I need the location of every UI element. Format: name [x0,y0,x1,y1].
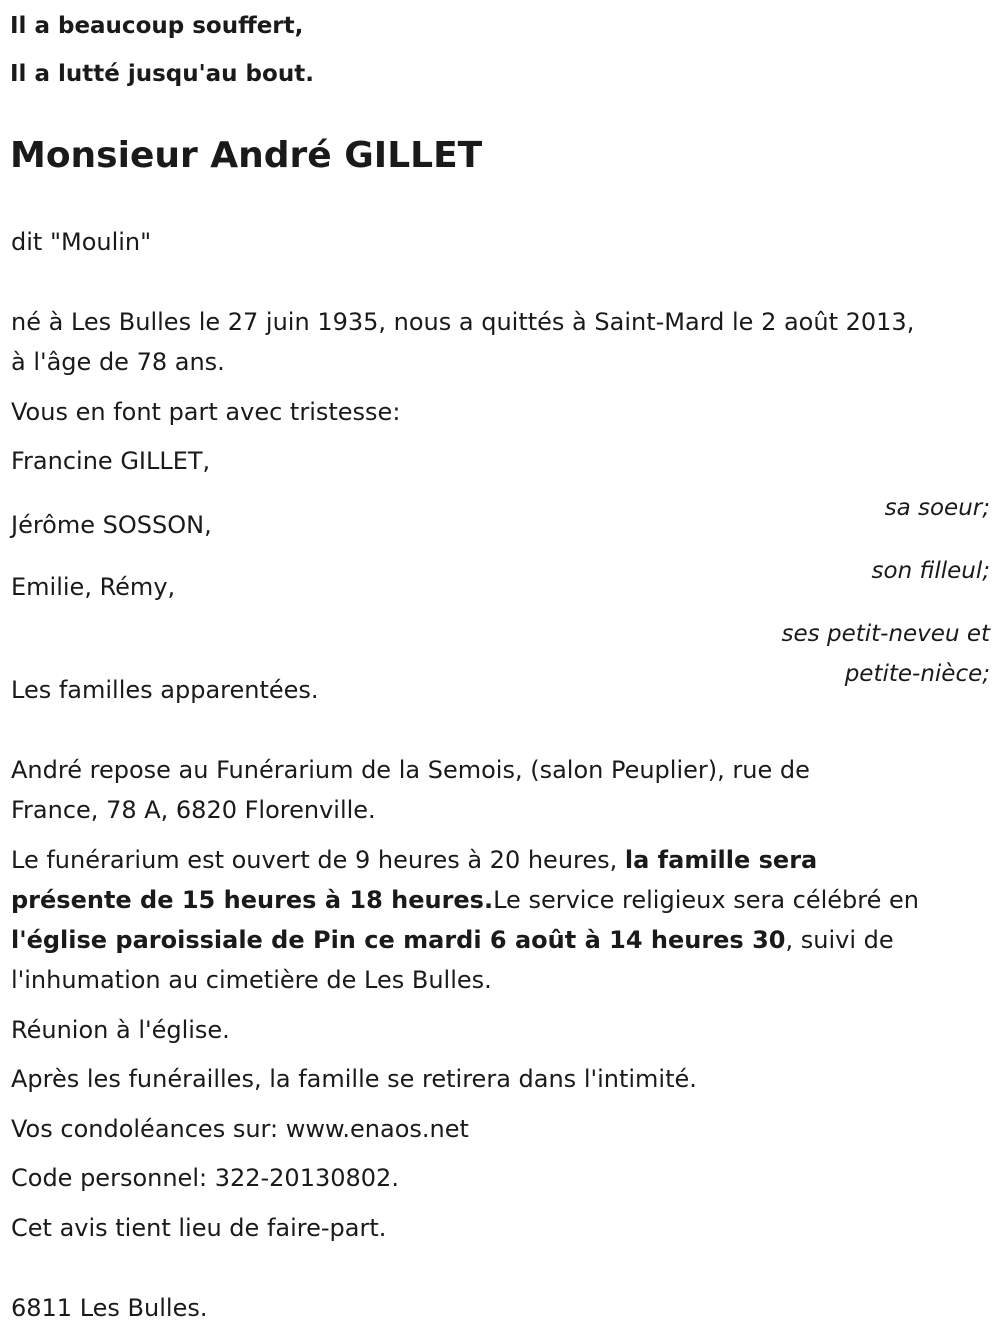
personal-code: Code personnel: 322-20130802. [11,1164,399,1192]
repose-line-1: André repose au Funérarium de la Semois, (salon Peuplier), rue de [11,756,810,784]
reunion-text: Réunion à l'église. [11,1016,230,1044]
service-continuation: , suivi de [785,926,894,954]
condolences-text: Vos condoléances sur: www.enaos.net [11,1115,469,1143]
family-member-relation: son filleul; [871,558,990,584]
funerarium-hours: Le funérarium est ouvert de 9 heures à 20 heures, [11,846,625,874]
service-text: Le service religieux sera célébré en [493,886,919,914]
nickname: dit "Moulin" [11,228,152,256]
funerarium-line-2 [11,880,919,920]
church-service-details: l'église paroissiale de Pin ce mardi 6 août à 14 heures 30 [11,926,786,954]
family-presence: la famille sera [624,846,818,874]
family-member-relation-continued: petite-nièce; [844,661,990,687]
funerarium-line-4: l'inhumation au cimetière de Les Bulles. [11,966,492,994]
family-member-relation: sa soeur; [884,495,990,521]
funerarium-line-3 [11,920,894,960]
deceased-name: Monsieur André GILLET [10,135,483,176]
notice-text: Cet avis tient lieu de faire-part. [11,1214,387,1242]
related-families: Les familles apparentées. [11,676,319,704]
address: 6811 Les Bulles. [11,1294,208,1322]
family-member-name: Jérôme SOSSON, [11,511,212,539]
family-member-name: Emilie, Rémy, [11,573,176,601]
birth-death-line-2: à l'âge de 78 ans. [11,348,225,376]
epigraph-line-2: Il a lutté jusqu'au bout. [10,61,314,87]
funerarium-line-1 [11,840,817,880]
announce-text: Vous en font part avec tristesse: [11,398,401,426]
family-presence-hours: présente de 15 heures à 18 heures. [11,886,494,914]
repose-line-2: France, 78 A, 6820 Florenville. [11,796,376,824]
birth-death-line-1: né à Les Bulles le 27 juin 1935, nous a quittés à Saint-Mard le 2 août 2013, [11,308,915,336]
after-funeral-text: Après les funérailles, la famille se retirera dans l'intimité. [11,1065,697,1093]
family-member-name: Francine GILLET, [11,447,211,475]
epigraph-line-1: Il a beaucoup souffert, [10,13,304,39]
family-member-relation: ses petit-neveu et [781,621,990,647]
